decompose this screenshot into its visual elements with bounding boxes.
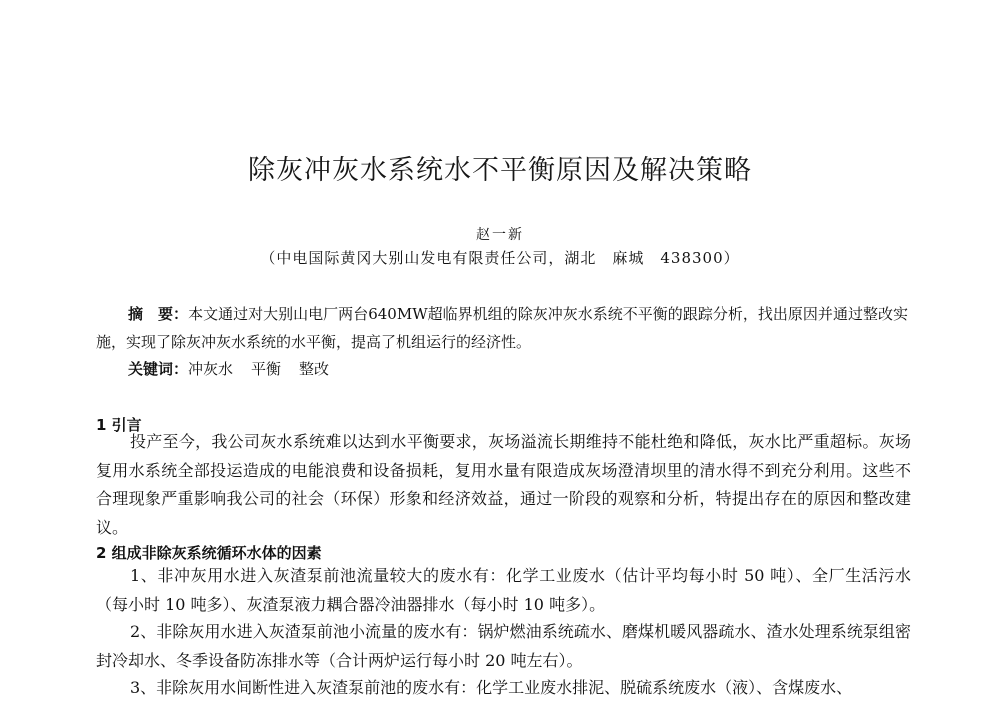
affiliation: （中电国际黄冈大别山发电有限责任公司，湖北 麻城 438300） (260, 249, 740, 267)
keyword: 平衡 (251, 360, 282, 378)
abstract (96, 300, 908, 356)
abstract-label: 摘 要： (128, 305, 189, 323)
paper-title: 除灰冲灰水系统水不平衡原因及解决策略 (248, 155, 752, 186)
keywords (128, 358, 347, 379)
section1-paragraph: 投产至今，我公司灰水系统难以达到水平衡要求，灰场溢流长期维持不能杜绝和降低，灰水比严重超标。灰场复用水系统全部投运造成的电能浪费和设备损耗，复用水量有限造成灰场澄清坝里的清水得不到充分利用。这些不合理现象严重影响我公司的社会（环保）形象和经济效益，通过一阶段的观察和分析，特提出存在的原因和整改建议。 (96, 432, 911, 537)
author-name: 赵一新 (476, 227, 524, 243)
abstract-text: 本文通过对大别山电厂两台640MW超临界机组的除灰冲灰水系统不平衡的跟踪分析，找出原因并通过整改实施，实现了除灰冲灰水系统的水平衡，提高了机组运行的经济性。 (96, 305, 908, 351)
keywords-label: 关键词： (128, 360, 189, 378)
keyword: 冲灰水 (188, 360, 234, 378)
section-heading-factors: 2 组成非除灰系统循环水体的因素 (96, 544, 322, 562)
list-item: 3、非除灰用水间断性进入灰渣泵前池的废水有：化学工业废水排泥、脱硫系统废水（液）、含煤废水、 (130, 678, 853, 697)
list-item: 2、非除灰用水进入灰渣泵前池小流量的废水有：锅炉燃油系统疏水、磨煤机暖风器疏水、渣水处理系统泵组密封冷却水、冬季设备防冻排水等（合计两炉运行每小时 20 吨左右）。 (96, 622, 911, 670)
list-item: 1、非冲灰用水进入灰渣泵前池流量较大的废水有：化学工业废水（估计平均每小时 50 吨）、全厂生活污水（每小时 10 吨多）、灰渣泵液力耦合器冷油器排水（每小时 10 吨多）。 (96, 566, 911, 614)
section-heading-introduction: 1 引言 (96, 416, 142, 434)
keyword: 整改 (299, 360, 330, 378)
